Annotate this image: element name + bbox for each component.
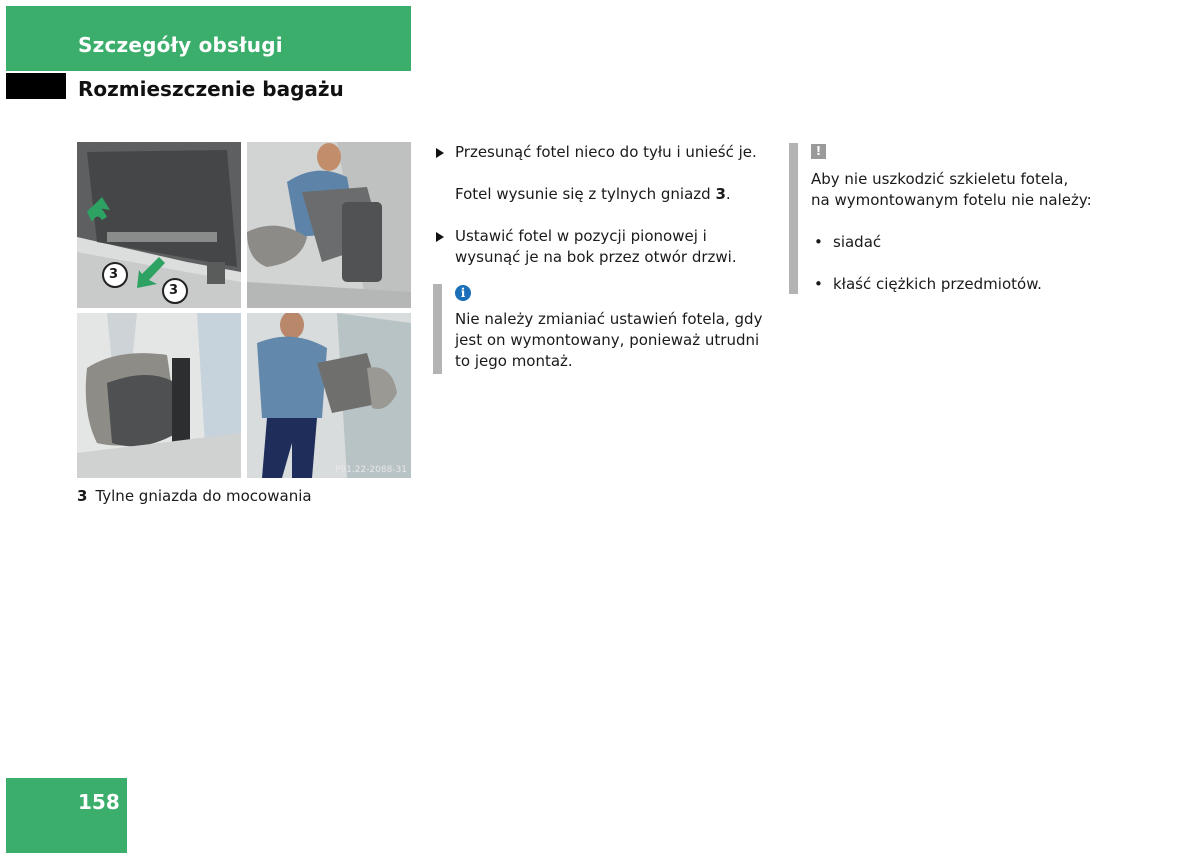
panel-tilt-seat: [77, 313, 241, 478]
info-icon: i: [455, 285, 471, 301]
info-note-text: Nie należy zmianiać ustawień fotela, gdy jest on wymontowany, ponieważ utrudni to jego montaż.: [455, 310, 763, 370]
step-arrow-icon: [436, 232, 444, 242]
instructions-column: [436, 142, 776, 268]
warning-bullet-1: • siadać: [811, 232, 1111, 253]
seat-removal-illustration: [77, 142, 411, 478]
step-1-result-text: Fotel wysunie się z tylnych gniazd: [455, 185, 716, 203]
warning-line-2: na wymontowanym fotelu nie należy:: [811, 191, 1092, 209]
panel-lift-seat: [247, 142, 411, 308]
warning-icon: !: [811, 144, 826, 159]
page-number: 158: [78, 790, 120, 814]
section-title: Szczegóły obsługi: [78, 33, 283, 57]
step-1-result-ref: 3: [715, 185, 726, 203]
step-1-text: Przesunąć fotel nieco do tyłu i unieść je.: [455, 143, 757, 161]
warning-line-1: Aby nie uszkodzić szkieletu fotela,: [811, 170, 1069, 188]
warning-note-text: [811, 169, 1111, 295]
page-title: Rozmieszczenie bagażu: [78, 77, 344, 101]
callout-3b: 3: [169, 283, 179, 298]
callout-3a: 3: [109, 267, 119, 282]
caption-number: 3: [77, 487, 88, 505]
figure-caption: [77, 487, 312, 505]
panel-remove-seat: [247, 313, 411, 478]
panel-seat-release: [77, 142, 241, 308]
illustration-ref-code: P91.22-2088-31: [334, 465, 407, 475]
subtitle-marker: [6, 73, 66, 99]
step-1: [436, 142, 776, 163]
warning-bullet-2: • kłaść ciężkich przedmiotów.: [811, 274, 1111, 295]
step-2: [436, 226, 775, 268]
step-arrow-icon: [436, 148, 444, 158]
step-2-text: Ustawić fotel w pozycji pionowej i wysunąć je na bok przez otwór drzwi.: [455, 227, 737, 266]
step-1-result-suffix: .: [725, 185, 731, 203]
step-1-result: [436, 184, 776, 205]
caption-text: Tylne gniazda do mocowania: [95, 487, 312, 505]
